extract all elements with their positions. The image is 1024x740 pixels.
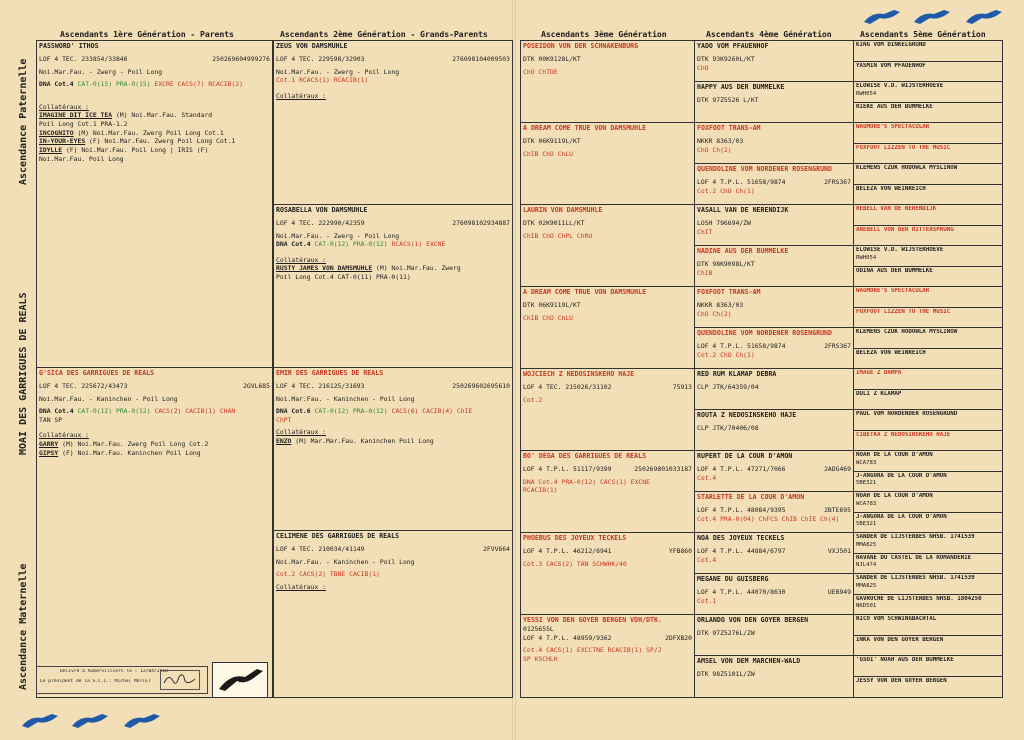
- ancestor-name: RED RUM KLAMAP DEBRA: [697, 370, 777, 378]
- ancestor-name: KLEMENS CZUK HODOWLA MYSLINOW: [856, 165, 958, 171]
- header-gen2: Ascendants 2ème Génération - Grands-Parents: [280, 29, 488, 39]
- g5-cell: [854, 369, 1002, 390]
- ancestor-titles: Cot.1: [697, 596, 717, 605]
- rosabella-desc: Noi.Mar.Fau. - Zwerg - Poil Long: [276, 231, 400, 240]
- ancestor-reg: DTK 06K9119L/KT: [523, 300, 581, 309]
- g5-cell: [854, 595, 1002, 616]
- rosabella-health-pre: DNA Cot.4: [276, 240, 311, 249]
- celimene-health: Cot.2 CACS(2) TBNE CACIB(1): [276, 570, 380, 579]
- collat-text: Noi.Mar.Fau. Poil Long: [39, 154, 124, 163]
- g4-cell: [695, 82, 853, 123]
- g4-cell: [695, 123, 853, 164]
- g5-cell: [854, 677, 1002, 698]
- ancestor-chip: 2FRS367: [824, 341, 851, 350]
- collat-text: (M) Noi.Mar.Fau. Zwerg: [372, 264, 461, 273]
- ancestor-titles: ChO: [697, 63, 709, 72]
- ancestor-name: SANDER DE LIJSTERBES NHSB. 1741539: [856, 534, 975, 540]
- ancestor-chip: 2BTE695: [824, 505, 851, 514]
- ancestor-code: RWH054: [856, 254, 877, 261]
- ancestor-code: MMA825: [856, 541, 877, 548]
- ancestor-reg: LOF 4 T.P.L. 51658/9874: [697, 341, 786, 350]
- ancestor-chip: 250269801033187: [634, 464, 692, 473]
- dam-cell: [37, 368, 272, 658]
- ancestor-code: MMA825: [856, 582, 877, 589]
- emir-name: EMIR DES GARRIGUES DE REALS: [276, 369, 384, 377]
- ancestor-titles-extra: SP KSCHLH: [523, 654, 558, 663]
- g3-cell: [521, 205, 694, 287]
- ancestor-reg: CLP JTK/70406/08: [697, 423, 759, 432]
- collat-name: IMAGINE DIT ICE TEA: [39, 111, 113, 120]
- ancestor-reg: LOSH 796694/ZW: [697, 218, 751, 227]
- ancestor-reg: LOF 4 TEC. 215026/31102: [523, 382, 612, 391]
- ancestor-chip: 2DFXB20: [665, 633, 692, 642]
- ancestor-reg: NKKR 8363/03: [697, 136, 744, 145]
- sire-health-green: CAT-0(15) PRA-0(15): [77, 80, 151, 89]
- ancestor-reg: LOF 4 T.P.L. 48959/9362: [523, 633, 612, 642]
- ancestor-titles: ChO ChTDE: [523, 67, 558, 76]
- emir-health-green: CAT-0(12) PRA-0(12): [314, 407, 388, 416]
- running-dachshund-icon: [20, 708, 170, 732]
- sire-health-pre: DNA Cot.4: [39, 80, 74, 89]
- g4-cell: [695, 492, 853, 533]
- ancestor-reg: LOF 4 T.P.L. 51117/9399: [523, 464, 612, 473]
- collat-text: Poil Long Cot.4 CAT-0(11) PRA-0(11): [276, 273, 411, 282]
- ancestor-name: SANDER DE LIJSTERBES NHSB. 1741539: [856, 575, 975, 581]
- ancestor-titles: ChIB ChO ChLU: [523, 313, 574, 322]
- g5-cell: [854, 349, 1002, 370]
- g5-cell: [854, 656, 1002, 677]
- g4-cell: [695, 205, 853, 246]
- dam-health-red: CACS(2) CACIB(1) CHAN: [154, 407, 236, 416]
- ancestor-name: RICO VOM SCHWINGBACHTAL: [856, 616, 937, 622]
- collat-text: Poil Long Cot.1 PRA-1.2: [39, 120, 128, 129]
- ancestor-chip: UEB949: [827, 587, 851, 596]
- emir-cell: [274, 368, 512, 531]
- g5-cell: [854, 82, 1002, 103]
- ancestor-name: REBELL VAN DE NERENDIJK: [856, 206, 937, 212]
- ancestor-name: RUPERT DE LA COUR D'AMON: [697, 452, 793, 460]
- ancestor-code: 5BE321: [856, 521, 877, 528]
- sire-health-red: EXCRE CACS(7) RCACIB(2): [154, 80, 243, 89]
- sire-cell: [37, 41, 272, 367]
- ancestor-reg: DTK 02K9011LL/KT: [523, 218, 585, 227]
- ancestor-titles: ChIB: [697, 268, 713, 277]
- collat-name: IN-YOUR-EYES: [39, 137, 86, 146]
- g3-cell: [521, 123, 694, 205]
- ancestor-name: KLEMENS CZUK HODOWLA MYSLINOW: [856, 329, 958, 335]
- collat-text: (F) Noi.Mar.Fau. Zwerg Poil Long Cot.1: [85, 137, 236, 146]
- g5-cell: [854, 492, 1002, 513]
- ancestor-name: YASMIN VOM PFAUENHOF: [856, 62, 926, 69]
- ancestor-titles: ChIB ChO ChPL ChRU: [523, 231, 593, 240]
- ancestor-reg: LOF 4 T.P.L. 44070/8630: [697, 587, 786, 596]
- g5-cell: [854, 513, 1002, 534]
- dam-reg: LOF 4 TEC. 225672/43473: [39, 381, 128, 390]
- sire-chip: 250269604999276: [212, 54, 270, 63]
- g4-cell: [695, 41, 853, 82]
- ancestor-name: A DREAM COME TRUE VON DAMSMUHLE: [523, 124, 647, 132]
- g4-cell: [695, 287, 853, 328]
- ancestor-chip: YFB860: [668, 546, 692, 555]
- ancestor-reg: DTK 98K9098L/KT: [697, 259, 755, 268]
- collat-name: GARRY: [39, 440, 59, 449]
- g5-cell: [854, 328, 1002, 349]
- collat-text: (M) Noi.Mar.Fau. Zwerg Poil Long Cot.2: [58, 440, 209, 449]
- g5-cell: [854, 615, 1002, 636]
- rosabella-name: ROSABELLA VON DAMSMUHLE: [276, 206, 368, 214]
- g4-cell: [695, 615, 853, 656]
- dam-name: G'SICA DES GARRIGUES DE REALS: [39, 369, 155, 377]
- emir-chip: 250269602695610: [452, 381, 510, 390]
- emir-health-pre: DNA Cot.6: [276, 407, 311, 416]
- rosabella-health-red: RCACS(1) EXCNE: [391, 240, 446, 249]
- g5-cell: [854, 205, 1002, 226]
- g5-cell: [854, 267, 1002, 288]
- ancestor-name: NOAH DE LA COUR D'AMON: [856, 493, 933, 499]
- g4-cell: [695, 369, 853, 410]
- ancestor-name: YESSI VON DEN GOYER BERGEN VDH/DTK.: [523, 616, 662, 624]
- zeus-chip: 276098104009503: [452, 54, 510, 63]
- ancestor-reg: LOF 4 T.P.L. 48084/9395: [697, 505, 786, 514]
- collat-text: (F) Noi.Mar.Fau. Poil Long | IRIS (F): [62, 146, 209, 155]
- g4-cell: [695, 574, 853, 615]
- ancestor-name: DULI Z KLAMAP: [856, 390, 902, 397]
- ancestor-name: STARLETTE DE LA COUR D'AMON: [697, 493, 805, 501]
- ancestor-name: NADINE AUS DER BUMMELKE: [697, 247, 789, 255]
- ancestor-titles: ChIT: [697, 227, 713, 236]
- ancestor-name: MEGANE DU GUISBERG: [697, 575, 769, 583]
- ancestor-titles: Cot.4 CACS(1) EXCCTNE RCACIB(1) SP/J: [523, 646, 662, 655]
- ancestor-name: FOXFOOT TRANS-AM: [697, 288, 761, 296]
- collat-name: IDYLLE: [39, 146, 63, 155]
- ancestor-name: ORLANDO VON DEN GOYER BERGEN: [697, 616, 809, 624]
- g5-cell: [854, 472, 1002, 493]
- ancestor-code: NKD501: [856, 603, 877, 610]
- zeus-cell: [274, 41, 512, 205]
- g5-cell: [854, 164, 1002, 185]
- ancestor-name: PAUL VOM NORDENDER ROSENGRUND: [856, 411, 958, 417]
- g4-cell: [695, 533, 853, 574]
- label-dog-name: MOAI DES GARRIGUES DE REALS: [18, 292, 29, 455]
- ancestor-chip: 2FRS367: [824, 177, 851, 186]
- dam-health-pre: DNA Cot.4: [39, 407, 74, 416]
- ancestor-titles: Cot.2 ChO Ch(1): [697, 186, 755, 195]
- ancestor-prefix: 0125655L: [523, 624, 554, 633]
- ancestor-name: HAVANE DU CASTEL DE LA ROMANDERIE: [856, 554, 972, 561]
- zeus-reg: LOF 4 TEC. 229598/32903: [276, 54, 365, 63]
- ancestor-titles: Cot.4: [697, 473, 717, 482]
- g5-cell: [854, 185, 1002, 206]
- ancestor-name: LAURIN VON DAMSMUHLE: [523, 206, 603, 214]
- signature-mark: [160, 670, 200, 690]
- g5-cell: [854, 431, 1002, 452]
- ancestor-code: WCA783: [856, 500, 877, 507]
- g5-cell: [854, 287, 1002, 308]
- ancestor-name: 'GSOI' NOAH AUS DER BUMMELKE: [856, 657, 954, 663]
- ancestor-name: QUENDOLINE VOM NORDENER ROSENGRUND: [697, 329, 832, 337]
- ancestor-code: RWH054: [856, 90, 877, 97]
- ancestor-titles-extra: RCACIB(1): [523, 486, 558, 495]
- dam-collat-title: Collatéraux :: [39, 431, 90, 440]
- ancestor-name: BO' DEGA DES GARRIGUES DE REALS: [523, 452, 647, 460]
- emir-health-tail: ChPT: [276, 415, 292, 424]
- zeus-collat-title: Collatéraux :: [276, 91, 327, 100]
- ancestor-reg: DTK 00K9128L/KT: [523, 54, 581, 63]
- ancestor-name: J-ANGORA DE LA COUR D'AMON: [856, 513, 947, 520]
- collat-name: RUSTY JAMES VON DAMSMUHLE: [276, 264, 373, 273]
- dam-health-tail: TAN SP: [39, 415, 63, 424]
- rosabella-health-green: CAT-0(12) PRA-0(12): [314, 240, 388, 249]
- g5-cell: [854, 308, 1002, 329]
- ancestor-name: FOXFOOT LIZZEN TO THE MUSIC: [856, 308, 951, 315]
- rosabella-chip: 276098102934887: [452, 218, 510, 227]
- ancestor-name: RIEKE AUS DER BUMMELKE: [856, 103, 933, 110]
- collat-text: (M) Noi.Mar.Fau. Zwerg Poil Long Cot.1: [73, 128, 224, 137]
- ancestor-name: NOAH DE LA COUR D'AMON: [856, 452, 933, 458]
- celimene-reg: LOF 4 TEC. 210034/41149: [276, 544, 365, 553]
- dam-desc: Noi.Mar.Fau. - Kaninchen - Poil Long: [39, 394, 178, 403]
- collat-name: GIPSY: [39, 448, 59, 457]
- ancestor-reg: DTK 93K9260L/KT: [697, 54, 755, 63]
- ancestor-titles: ChO Ch(2): [697, 309, 732, 318]
- g3-cell: [521, 369, 694, 451]
- collat-name: ENZO: [276, 437, 292, 446]
- g3-cell: [521, 615, 694, 697]
- ancestor-name: FOXFOOT TRANS-AM: [697, 124, 761, 132]
- g5-cell: [854, 41, 1002, 62]
- celimene-desc: Noi.Mar.Fau. - Kaninchen - Poil Long: [276, 557, 415, 566]
- header-gen1: Ascendants 1ère Génération - Parents: [60, 29, 234, 39]
- emir-health-red: CACS(6) CACIB(4) ChIE: [391, 407, 473, 416]
- sire-collat-title: Collatéraux :: [39, 102, 90, 111]
- g3-cell: [521, 451, 694, 533]
- emir-reg: LOF 4 TEC. 216125/31693: [276, 381, 365, 390]
- ancestor-name: PHOEBUS DES JOYEUX TECKELS: [523, 534, 627, 542]
- ancestor-reg: DTK 97Z5276L/ZW: [697, 628, 755, 637]
- ancestor-name: FOXFOOT LIZZEN TO THE MUSIC: [856, 144, 951, 151]
- g4-cell: [695, 656, 853, 697]
- ancestor-name: HAPPY AUS DER BUMMELKE: [697, 83, 785, 91]
- ancestor-name: J-ANGORA DE LA COUR D'AMON: [856, 472, 947, 479]
- ancestor-code: NJL474: [856, 562, 877, 569]
- ancestor-titles: Cot.4 PRA-0(04) ChFCS ChIB ChIE Ch(4): [697, 514, 840, 523]
- ancestor-reg: LOF 4 T.P.L. 47271/7066: [697, 464, 786, 473]
- running-dachshund-icon: [862, 4, 1008, 28]
- celimene-collat-title: Collatéraux :: [276, 582, 327, 591]
- g3-cell: [521, 287, 694, 369]
- collat-name: INCOGNITO: [39, 128, 74, 137]
- ancestor-name: JESSY VON DEN GOYER BERGEN: [856, 677, 947, 684]
- dam-health-green: CAT-0(12) PRA-0(12): [77, 407, 151, 416]
- ancestor-name: ODINA AUS DER BUMMELKE: [856, 267, 933, 274]
- ancestor-code: 5BE321: [856, 480, 877, 487]
- g5-cell: [854, 451, 1002, 472]
- g4-cell: [695, 164, 853, 205]
- ancestor-name: YADO VOM PFAUENHOF: [697, 42, 769, 50]
- ancestor-name: IMAGE Z DAMPA: [856, 370, 902, 376]
- g5-cell: [854, 533, 1002, 554]
- ancestor-chip: VXJ501: [827, 546, 851, 555]
- emir-desc: Noi.Mar.Fau. - Kaninchen - Poil Long: [276, 394, 415, 403]
- label-paternal: Ascendance Paternelle: [18, 58, 29, 185]
- ancestor-name: QUENDOLINE VOM NORDENER ROSENGRUND: [697, 165, 832, 173]
- ancestor-titles: Cot.4: [697, 555, 717, 564]
- ancestor-reg: LOF 4 T.P.L. 44884/6797: [697, 546, 786, 555]
- rosabella-collat-title: Collatéraux :: [276, 255, 327, 264]
- celimene-name: CELIMENE DES GARRIGUES DE REALS: [276, 532, 400, 540]
- ancestor-name: BELEZA VON WEINREICH: [856, 349, 926, 356]
- g3-cell: [521, 41, 694, 123]
- ancestor-name: ANEBELL VON DER RITTERSPRUNG: [856, 226, 954, 233]
- g5-cell: [854, 62, 1002, 83]
- g5-cell: [854, 554, 1002, 575]
- ancestor-name: INKA VON DEN GOYER BERGEN: [856, 636, 944, 643]
- g5-cell: [854, 246, 1002, 267]
- ancestor-name: CIBETKA Z NEDOSINSKEHO HAJE: [856, 431, 951, 438]
- ancestor-titles: Cot.2: [523, 395, 543, 404]
- ancestor-titles: ChIB ChO ChLU: [523, 149, 574, 158]
- scc-logo-icon: [212, 662, 268, 698]
- ancestor-name: ELOWISE V.D. WIJSTERHOEVE: [856, 83, 944, 89]
- g4-cell: [695, 246, 853, 287]
- ancestor-code: WCA783: [856, 459, 877, 466]
- emir-collat-title: Collatéraux :: [276, 428, 327, 437]
- g5-cell: [854, 574, 1002, 595]
- collat-text: (M) Noi.Mar.Fau. Standard: [112, 111, 213, 120]
- ancestor-chip: 75913: [672, 382, 692, 391]
- g5-cell: [854, 410, 1002, 431]
- dam-chip: 2GVL685: [243, 381, 270, 390]
- g4-cell: [695, 410, 853, 451]
- ancestor-name: WAGMORE'S SPECTACULAR: [856, 288, 930, 294]
- g5-cell: [854, 226, 1002, 247]
- ancestor-name: BELEZA VON WEINREICH: [856, 185, 926, 192]
- zeus-health: Cot.1 RCACS(1) RCACIB(1): [276, 76, 369, 85]
- sire-reg: LOF 4 TEC. 233854/33846: [39, 54, 128, 63]
- g4-cell: [695, 328, 853, 369]
- header-gen3: Ascendants 3ème Génération: [541, 29, 667, 39]
- ancestor-name: ROUTA Z NEDOSINSKEHO HAJE: [697, 411, 797, 419]
- g5-cell: [854, 144, 1002, 165]
- header-gen4: Ascendants 4ème Génération: [706, 29, 832, 39]
- collat-text: (M) Mar.Mar.Fau. Kaninchen Poil Long: [291, 437, 434, 446]
- ancestor-reg: DTK 98Z5101L/ZW: [697, 669, 755, 678]
- ancestor-titles: Cot.2 ChO Ch(1): [697, 350, 755, 359]
- g4-cell: [695, 451, 853, 492]
- ancestor-titles: Cot.3 CACS(2) TAN SCHWHK/40: [523, 559, 627, 568]
- stamp-line-1: Délivré à Aubervilliers le : 12/04/2018: [60, 669, 168, 674]
- ancestor-name: A DREAM COME TRUE VON DAMSMUHLE: [523, 288, 647, 296]
- ancestor-reg: LOF 4 T.P.L. 51658/9874: [697, 177, 786, 186]
- rosabella-cell: [274, 205, 512, 368]
- ancestor-titles: ChO Ch(2): [697, 145, 732, 154]
- ancestor-name: POSEIDON VON DER SCHNAKENBURG: [523, 42, 639, 50]
- g3-cell: [521, 533, 694, 615]
- ancestor-reg: NKKR 8363/03: [697, 300, 744, 309]
- ancestor-reg: LOF 4 T.P.L. 46212/6941: [523, 546, 612, 555]
- ancestor-name: VASALL VAN DE NERENDIJK: [697, 206, 789, 214]
- rosabella-reg: LOF 4 TEC. 222990/42359: [276, 218, 365, 227]
- zeus-desc: Noi.Mar.Fau. - Zwerg - Poil Long: [276, 67, 400, 76]
- sire-name: PASSWORD' ITHOS: [39, 42, 99, 50]
- ancestor-reg: DTK 06K9119L/KT: [523, 136, 581, 145]
- ancestor-name: ELOWISE V.D. WIJSTERHOEVE: [856, 247, 944, 253]
- header-gen5: Ascendants 5ème Génération: [860, 29, 986, 39]
- sire-desc: Noi.Mar.Fau. - Zwerg - Poil Long: [39, 67, 163, 76]
- ancestor-name: NOA DES JOYEUX TECKELS: [697, 534, 785, 542]
- ancestor-reg: CLP JTK/64359/04: [697, 382, 759, 391]
- ancestor-chip: 2ADG469: [824, 464, 851, 473]
- ancestor-name: GAVROCHE DE LIJSTERBES NHSB. 1804250: [856, 595, 982, 602]
- celimene-cell: [274, 531, 512, 697]
- g5-cell: [854, 103, 1002, 124]
- g5-cell: [854, 636, 1002, 657]
- ancestor-name: KING VOM DINKELGRUND: [856, 42, 926, 48]
- g5-cell: [854, 123, 1002, 144]
- zeus-name: ZEUS VON DAMSMUHLE: [276, 42, 348, 50]
- ancestor-name: WOJCIECH Z NEDOSINSKEHO HAJE: [523, 370, 635, 378]
- ancestor-reg: DTK 97Z5526 L/KT: [697, 95, 759, 104]
- celimene-chip: 2FVV664: [483, 544, 510, 553]
- ancestor-name: AMSEL VON DEM MARCHEN-WALD: [697, 657, 801, 665]
- ancestor-name: WAGMORE'S SPECTACULAR: [856, 124, 930, 130]
- label-maternal: Ascendance Maternelle: [18, 563, 29, 690]
- stamp-line-2: Le président de la S.C.C.: Michel MOTTET: [40, 679, 151, 685]
- ancestor-titles: DNA Cot.4 PRA-0(12) CACS(1) EXCNE: [523, 477, 650, 486]
- g5-cell: [854, 390, 1002, 411]
- collat-text: (F) Noi.Mar.Fau. Kaninchen Poil Long: [58, 448, 201, 457]
